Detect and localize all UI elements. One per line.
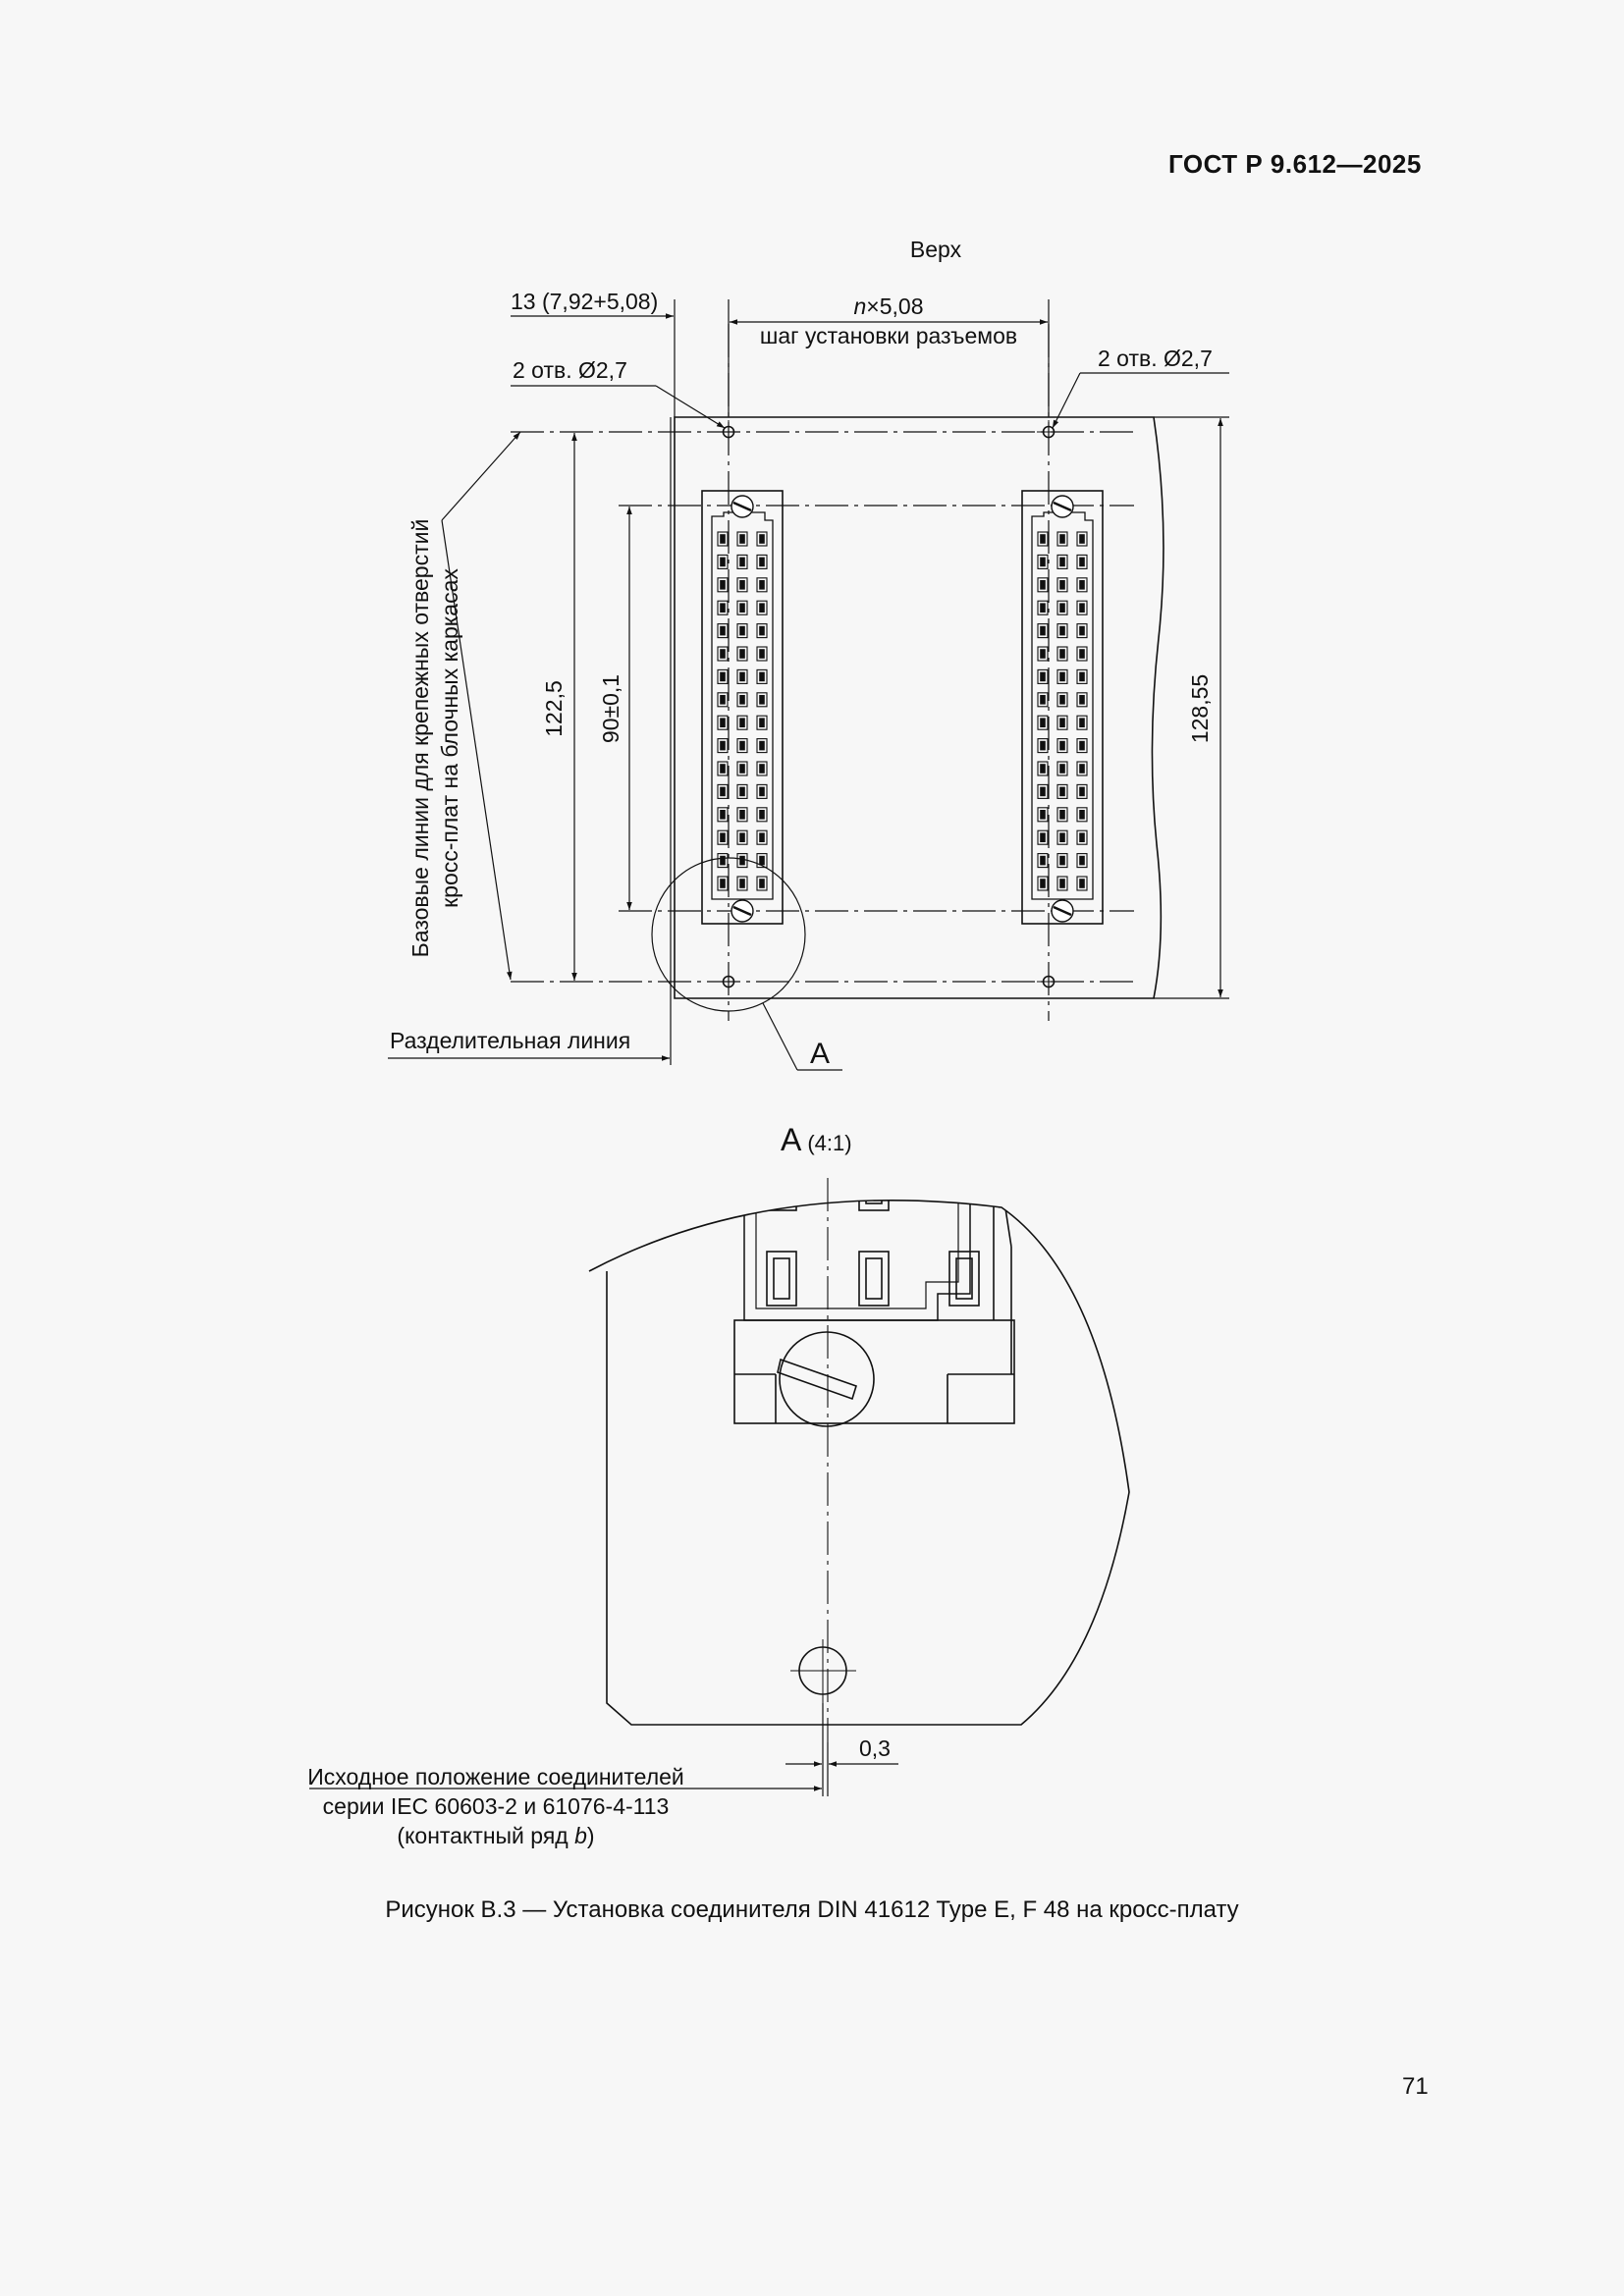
label-base-lines-2: кросс-плат на блочных каркасах bbox=[437, 568, 462, 908]
connector-right bbox=[1022, 491, 1103, 924]
document-id: ГОСТ Р 9.612—2025 bbox=[1168, 149, 1422, 179]
label-origin-1: Исходное положение соединителей bbox=[307, 1764, 684, 1789]
label-dim-03: 0,3 bbox=[859, 1735, 891, 1761]
label-dim-122: 122,5 bbox=[541, 680, 567, 737]
detail-scale: (4:1) bbox=[807, 1131, 852, 1155]
label-detail-ref: А bbox=[810, 1038, 831, 1070]
label-pitch-note: шаг установки разъемов bbox=[759, 323, 1018, 348]
top-view bbox=[388, 299, 1229, 1070]
label-pitch-value: ×5,08 bbox=[866, 294, 924, 319]
label-holes-left: 2 отв. Ø2,7 bbox=[513, 357, 627, 383]
label-pitch-var: n bbox=[853, 294, 867, 319]
label-detail-title bbox=[781, 1122, 852, 1157]
figure-caption: Рисунок В.3 — Установка соединителя DIN 41612 Type E, F 48 на кросс-плату bbox=[385, 1896, 1239, 1923]
label-parting-line: Разделительная линия bbox=[390, 1028, 631, 1053]
label-dim-13: 13 (7,92+5,08) bbox=[511, 289, 659, 314]
label-pitch bbox=[854, 294, 924, 319]
label-top: Верх bbox=[909, 237, 962, 262]
origin-3-var: b bbox=[574, 1823, 587, 1848]
page-number: 71 bbox=[1402, 2073, 1429, 2100]
origin-3-prefix: (контактный ряд bbox=[397, 1823, 575, 1848]
detail-a-view bbox=[309, 1178, 1129, 1796]
detail-title-letter: А bbox=[781, 1122, 802, 1157]
label-base-lines-1: Базовые линии для крепежных отверстий bbox=[407, 518, 433, 958]
label-origin-3 bbox=[397, 1823, 594, 1848]
label-dim-128: 128,55 bbox=[1187, 673, 1213, 744]
label-dim-90: 90±0,1 bbox=[598, 673, 623, 744]
label-origin-2: серии IEC 60603-2 и 61076-4-113 bbox=[322, 1793, 670, 1819]
origin-3-suffix: ) bbox=[586, 1823, 595, 1848]
label-holes-right: 2 отв. Ø2,7 bbox=[1098, 346, 1213, 371]
